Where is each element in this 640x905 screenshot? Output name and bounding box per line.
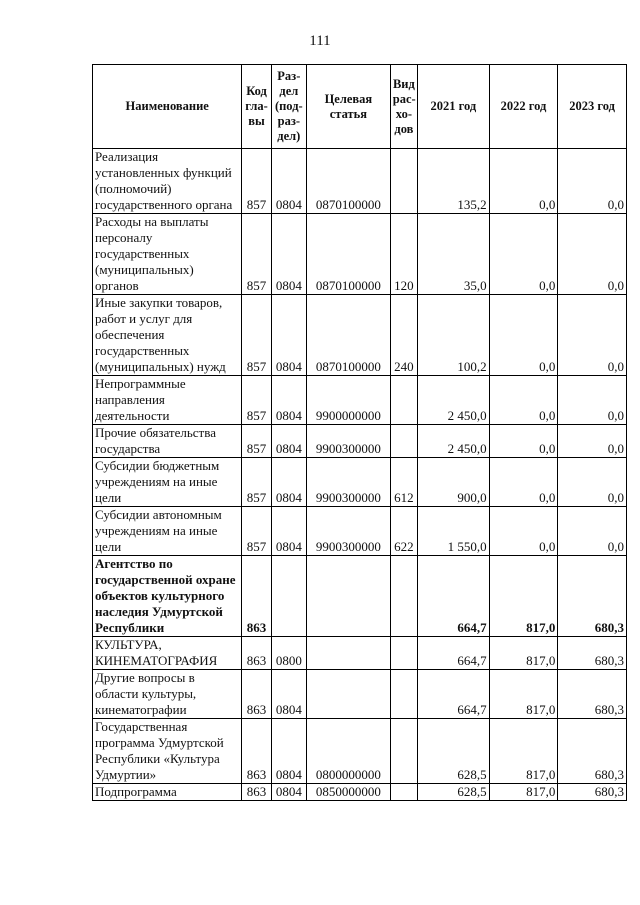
table-row: [93, 637, 627, 670]
row-code: 857: [242, 507, 271, 556]
row-name: Расходы на выплаты персоналу государственных (муниципальных) органов: [93, 214, 242, 295]
row-2022: 0,0: [489, 507, 558, 556]
table-row: [93, 149, 627, 214]
row-name: КУЛЬТУРА, КИНЕМАТОГРАФИЯ: [93, 637, 242, 670]
table-row: [93, 214, 627, 295]
row-2022: 0,0: [489, 425, 558, 458]
row-target: 9900300000: [306, 458, 390, 507]
row-section: 0804: [271, 719, 306, 784]
row-code: 857: [242, 214, 271, 295]
row-2023: 680,3: [558, 556, 627, 637]
header-name: Наименование: [93, 65, 242, 149]
row-target: [306, 670, 390, 719]
row-2022: 0,0: [489, 214, 558, 295]
row-section: 0804: [271, 214, 306, 295]
row-2021: 100,2: [418, 295, 490, 376]
row-target: 9900300000: [306, 507, 390, 556]
header-2021: 2021 год: [418, 65, 490, 149]
row-2021: 135,2: [418, 149, 490, 214]
row-section: 0804: [271, 295, 306, 376]
row-name: Субсидии автономным учреждениям на иные цели: [93, 507, 242, 556]
row-2021: 2 450,0: [418, 425, 490, 458]
row-section: 0804: [271, 784, 306, 801]
table-row: [93, 556, 627, 637]
row-kind: [390, 784, 417, 801]
table-row: [93, 507, 627, 556]
row-2022: 817,0: [489, 784, 558, 801]
row-target: 0850000000: [306, 784, 390, 801]
header-row: [93, 65, 627, 149]
row-code: 863: [242, 719, 271, 784]
row-target: 9900300000: [306, 425, 390, 458]
table-row: [93, 458, 627, 507]
row-2023: 0,0: [558, 507, 627, 556]
row-code: 863: [242, 670, 271, 719]
budget-table: [92, 64, 627, 801]
row-2023: 0,0: [558, 376, 627, 425]
table-row: [93, 425, 627, 458]
row-code: 857: [242, 295, 271, 376]
header-2022: 2022 год: [489, 65, 558, 149]
row-section: 0800: [271, 637, 306, 670]
row-2021: 628,5: [418, 719, 490, 784]
header-code: Код гла- вы: [242, 65, 271, 149]
row-2023: 0,0: [558, 425, 627, 458]
table-row: [93, 295, 627, 376]
row-target: [306, 556, 390, 637]
row-2021: 1 550,0: [418, 507, 490, 556]
header-2023: 2023 год: [558, 65, 627, 149]
header-target: Целевая статья: [306, 65, 390, 149]
row-target: [306, 637, 390, 670]
row-name: Реализация установленных функций (полномочий) государственного органа: [93, 149, 242, 214]
row-name: Подпрограмма: [93, 784, 242, 801]
row-2022: 0,0: [489, 458, 558, 507]
row-name: Агентство по государственной охране объектов культурного наследия Удмуртской Республики: [93, 556, 242, 637]
row-name: Прочие обязательства государства: [93, 425, 242, 458]
row-2022: 817,0: [489, 670, 558, 719]
row-code: 863: [242, 637, 271, 670]
row-2023: 680,3: [558, 719, 627, 784]
row-kind: [390, 670, 417, 719]
header-kind: Вид рас- хо- дов: [390, 65, 417, 149]
row-section: 0804: [271, 425, 306, 458]
row-section: 0804: [271, 670, 306, 719]
row-2022: 817,0: [489, 556, 558, 637]
row-section: [271, 556, 306, 637]
row-name: Непрограммные направления деятельности: [93, 376, 242, 425]
row-2022: 0,0: [489, 376, 558, 425]
row-2021: 664,7: [418, 637, 490, 670]
row-kind: [390, 556, 417, 637]
row-code: 857: [242, 149, 271, 214]
row-target: 9900000000: [306, 376, 390, 425]
row-name: Государственная программа Удмуртской Республики «Культура Удмуртии»: [93, 719, 242, 784]
row-kind: 612: [390, 458, 417, 507]
row-name: Другие вопросы в области культуры, кинематографии: [93, 670, 242, 719]
table-row: [93, 784, 627, 801]
row-section: 0804: [271, 376, 306, 425]
row-kind: [390, 637, 417, 670]
row-2023: 0,0: [558, 458, 627, 507]
row-kind: [390, 425, 417, 458]
row-2022: 0,0: [489, 295, 558, 376]
row-target: 0870100000: [306, 214, 390, 295]
row-kind: 622: [390, 507, 417, 556]
row-2022: 817,0: [489, 719, 558, 784]
row-2023: 680,3: [558, 670, 627, 719]
row-2021: 2 450,0: [418, 376, 490, 425]
row-target: 0870100000: [306, 295, 390, 376]
row-kind: 120: [390, 214, 417, 295]
row-code: 857: [242, 376, 271, 425]
table-row: [93, 719, 627, 784]
row-code: 857: [242, 458, 271, 507]
row-2023: 0,0: [558, 295, 627, 376]
row-kind: [390, 149, 417, 214]
table-body: [93, 149, 627, 801]
table-row: [93, 376, 627, 425]
row-code: 863: [242, 556, 271, 637]
header-section: Раз- дел (под- раз- дел): [271, 65, 306, 149]
row-kind: [390, 719, 417, 784]
row-2023: 0,0: [558, 214, 627, 295]
row-2022: 0,0: [489, 149, 558, 214]
row-kind: [390, 376, 417, 425]
page-number: 111: [309, 33, 331, 49]
row-2022: 817,0: [489, 637, 558, 670]
row-section: 0804: [271, 458, 306, 507]
row-section: 0804: [271, 149, 306, 214]
row-code: 857: [242, 425, 271, 458]
row-target: 0800000000: [306, 719, 390, 784]
row-2021: 35,0: [418, 214, 490, 295]
row-code: 863: [242, 784, 271, 801]
row-section: 0804: [271, 507, 306, 556]
row-2023: 680,3: [558, 784, 627, 801]
row-2021: 664,7: [418, 556, 490, 637]
row-name: Иные закупки товаров, работ и услуг для обеспечения государственных (муниципальных) нужд: [93, 295, 242, 376]
row-2023: 0,0: [558, 149, 627, 214]
row-2021: 900,0: [418, 458, 490, 507]
row-2023: 680,3: [558, 637, 627, 670]
row-2021: 628,5: [418, 784, 490, 801]
row-name: Субсидии бюджетным учреждениям на иные цели: [93, 458, 242, 507]
row-2021: 664,7: [418, 670, 490, 719]
table-row: [93, 670, 627, 719]
row-target: 0870100000: [306, 149, 390, 214]
row-kind: 240: [390, 295, 417, 376]
